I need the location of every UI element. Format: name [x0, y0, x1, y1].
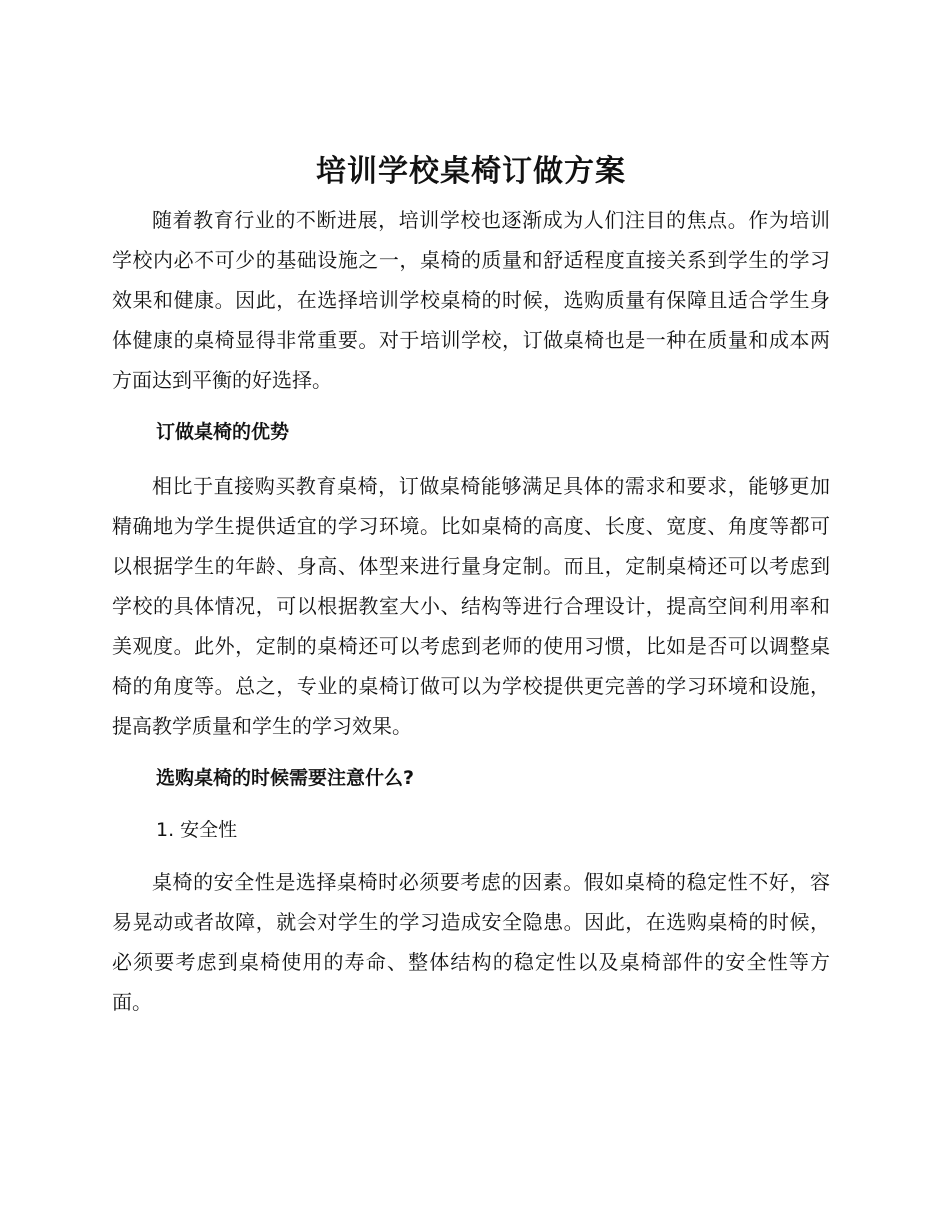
- spacer: [112, 746, 830, 758]
- spacer: [112, 798, 830, 810]
- subsection-heading-safety: 1. 安全性: [156, 819, 238, 841]
- spacer: [112, 452, 830, 466]
- section-heading-advantages: 订做桌椅的优势: [156, 421, 290, 443]
- document-title: 培训学校桌椅订做方案: [316, 154, 626, 189]
- section-heading-notes: 选购桌椅的时候需要注意什么?: [156, 767, 415, 789]
- advantages-paragraph: 相比于直接购买教育桌椅，订做桌椅能够满足具体的需求和要求，能够更加精确地为学生提供适宜的学习环境。比如桌椅的高度、长度、宽度、角度等都可以根据学生的年龄、身高、体型来进行量身定制。而且，定制桌椅还可以考虑到学校的具体情况，可以根据教室大小、结构等进行合理设计，提高空间利用率和美观度。此外，定制的桌椅还可以考虑到老师的使用习惯，比如是否可以调整桌椅的角度等。总之，专业的桌椅订做可以为学校提供更完善的学习环境和设施，提高教学质量和学生的学习效果。: [112, 474, 830, 738]
- safety-paragraph: 桌椅的安全性是选择桌椅时必须要考虑的因素。假如桌椅的稳定性不好，容易晃动或者故障，就会对学生的学习造成安全隐患。因此，在选购桌椅的时候，必须要考虑到桌椅使用的寿命、整体结构的稳定性以及桌椅部件的安全性等方面。: [112, 870, 830, 1014]
- spacer: [112, 850, 830, 862]
- document-page: [112, 150, 830, 1022]
- intro-paragraph: 随着教育行业的不断进展，培训学校也逐渐成为人们注目的焦点。作为培训学校内必不可少的基础设施之一，桌椅的质量和舒适程度直接关系到学生的学习效果和健康。因此，在选择培训学校桌椅的时候，选购质量有保障且适合学生身体健康的桌椅显得非常重要。对于培训学校，订做桌椅也是一种在质量和成本两方面达到平衡的好选择。: [112, 208, 830, 392]
- spacer: [112, 400, 830, 412]
